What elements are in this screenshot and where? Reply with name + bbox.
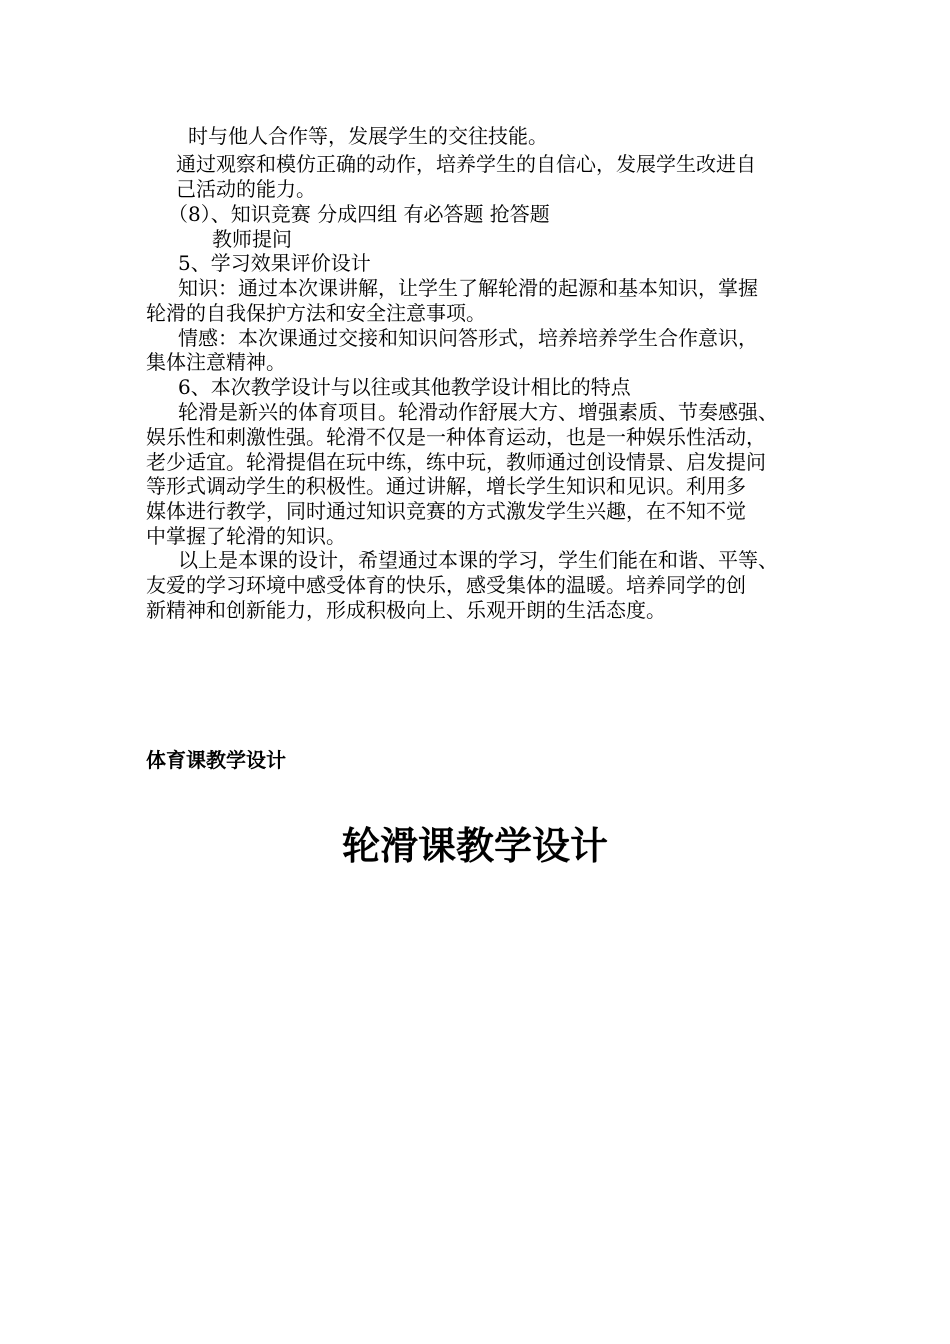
body-line: 通过观察和模仿正确的动作，培养学生的自信心，发展学生改进自 xyxy=(176,152,756,176)
body-line: 己活动的能力。 xyxy=(176,177,316,201)
body-line: 中掌握了轮滑的知识。 xyxy=(146,524,346,548)
body-line: 新精神和创新能力，形成积极向上、乐观开朗的生活态度。 xyxy=(146,598,666,622)
body-line: 轮滑是新兴的体育项目。轮滑动作舒展大方、增强素质、节奏感强、 xyxy=(178,400,778,424)
sub-heading: 体育课教学设计 xyxy=(146,748,286,772)
body-line: 集体注意精神。 xyxy=(146,350,286,374)
section-heading: 6、本次教学设计与以往或其他教学设计相比的特点 xyxy=(178,375,631,399)
section-heading: 5、学习效果评价设计 xyxy=(178,251,371,275)
body-line: 等形式调动学生的积极性。通过讲解，增长学生知识和见识。利用多 xyxy=(146,474,746,498)
body-line: 情感：本次课通过交接和知识问答形式，培养培养学生合作意识， xyxy=(178,326,758,350)
body-line: （8）、知识竞赛 分成四组 有必答题 抢答题 xyxy=(168,202,550,226)
body-line: 友爱的学习环境中感受体育的快乐，感受集体的温暖。培养同学的创 xyxy=(146,573,746,597)
body-line: 老少适宜。轮滑提倡在玩中练，练中玩，教师通过创设情景、启发提问 xyxy=(146,450,766,474)
body-line: 知识：通过本次课讲解，让学生了解轮滑的起源和基本知识，掌握 xyxy=(178,276,758,300)
body-line: 娱乐性和刺激性强。轮滑不仅是一种体育运动，也是一种娱乐性活动， xyxy=(146,425,766,449)
body-line: 媒体进行教学，同时通过知识竞赛的方式激发学生兴趣，在不知不觉 xyxy=(146,499,746,523)
body-line: 时与他人合作等，发展学生的交往技能。 xyxy=(188,124,548,148)
body-line: 教师提问 xyxy=(212,227,292,251)
body-line: 轮滑的自我保护方法和安全注意事项。 xyxy=(146,301,486,325)
body-line: 以上是本课的设计，希望通过本课的学习，学生们能在和谐、平等、 xyxy=(178,548,778,572)
page-title: 轮滑课教学设计 xyxy=(341,824,608,868)
